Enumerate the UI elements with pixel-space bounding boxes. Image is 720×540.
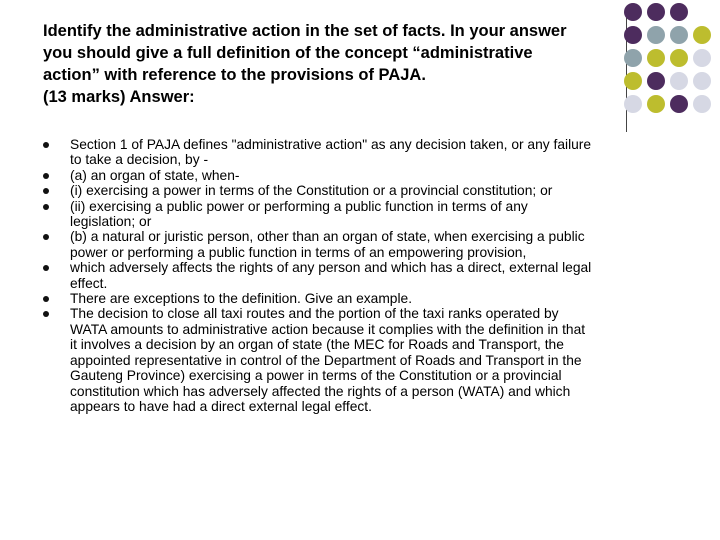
title-line: Identify the administrative action in the set of facts. In your answer (43, 22, 567, 40)
decorative-dot (693, 95, 711, 113)
title-line: action” with reference to the provisions of PAJA. (43, 66, 426, 84)
decorative-dot (670, 26, 688, 44)
decorative-dot (647, 49, 665, 67)
decorative-dot (624, 26, 642, 44)
list-item-line: appears to have had a direct external legal effect. (70, 398, 372, 414)
list-item-line: (b) a natural or juristic person, other than an organ of state, when exercising a public (70, 229, 585, 245)
decorative-dot (624, 49, 642, 67)
list-item (42, 168, 682, 183)
list-item-line: Gauteng Province) exercising a power in terms of the Constitution or a provincial (70, 368, 562, 384)
list-item-line: The decision to close all taxi routes and the portion of the taxi ranks operated by (70, 306, 559, 322)
list-item-line: to take a decision, by - (70, 152, 209, 168)
decorative-dot (647, 95, 665, 113)
decorative-dot (670, 3, 688, 21)
list-item-line: effect. (70, 275, 108, 291)
list-item-line: WATA amounts to administrative action because it complies with the definition in that (70, 321, 586, 337)
list-item (42, 183, 682, 198)
slide-title (43, 20, 613, 108)
decorative-dot (693, 26, 711, 44)
list-item (42, 260, 682, 291)
list-item-line: (i) exercising a power in terms of the Constitution or a provincial constitution; or (70, 183, 553, 199)
list-item-line: constitution which has adversely affected the rights of a person (WATA) and which (70, 383, 571, 399)
title-line: you should give a full definition of the concept “administrative (43, 44, 533, 62)
list-item-line: (ii) exercising a public power or performing a public function in terms of any (70, 198, 528, 214)
decorative-dot (670, 95, 688, 113)
list-item-line: (a) an organ of state, when- (70, 167, 240, 183)
list-item (42, 291, 682, 306)
list-item (42, 199, 682, 230)
title-line: (13 marks) Answer: (43, 88, 195, 106)
list-item-line: power or performing a public function in terms of an empowering provision, (70, 244, 527, 260)
decorative-dot (693, 49, 711, 67)
decorative-dot (693, 72, 711, 90)
decorative-dot (647, 72, 665, 90)
list-item-line: appointed representative in control of the Department of Roads and Transport in the (70, 352, 582, 368)
decorative-dot (624, 72, 642, 90)
list-item-line: legislation; or (70, 214, 152, 230)
decorative-dot (624, 3, 642, 21)
list-item (42, 137, 682, 168)
list-item (42, 306, 682, 414)
decorative-dot (670, 49, 688, 67)
list-item (42, 229, 682, 260)
list-item-line: it involves a decision by an organ of state (the MEC for Roads and Transport, the (70, 337, 564, 353)
list-item-line: Section 1 of PAJA defines "administrative action" as any decision taken, or any failure (70, 137, 592, 152)
decorative-dot (647, 26, 665, 44)
list-item-line: which adversely affects the rights of any person and which has a direct, external legal (70, 260, 592, 276)
decorative-dot (670, 72, 688, 90)
bullet-list (42, 137, 682, 414)
decorative-dot (624, 95, 642, 113)
list-item-line: There are exceptions to the definition. Give an example. (70, 291, 413, 307)
decorative-dot (647, 3, 665, 21)
